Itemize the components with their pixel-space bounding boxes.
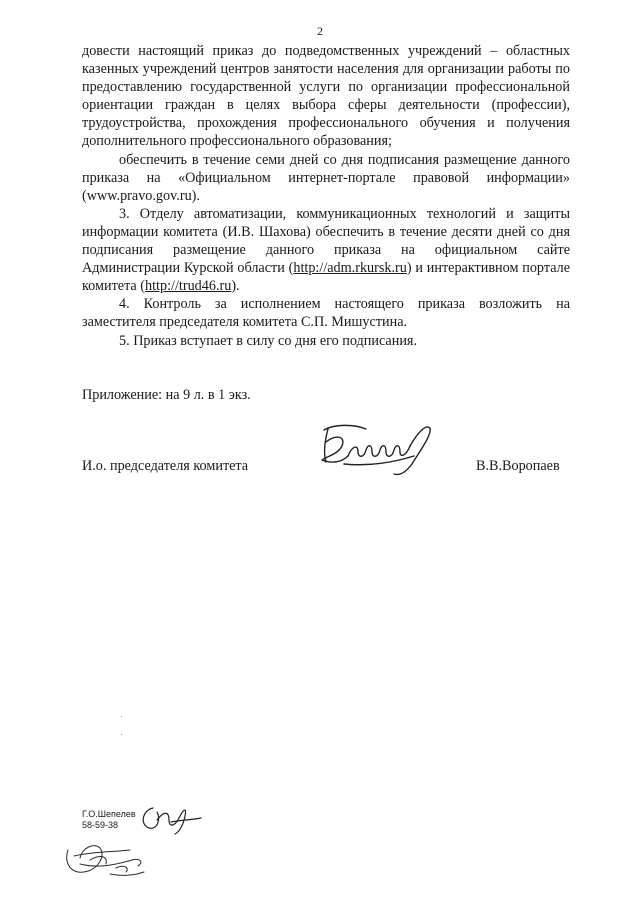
scan-speck [121, 716, 122, 717]
link-trud46[interactable]: http://trud46.ru [145, 278, 232, 295]
signer-title: И.о. председателя комитета [82, 458, 249, 474]
page-number: 2 [317, 24, 323, 38]
scan-speck [121, 734, 122, 735]
paragraph-3 [82, 205, 570, 295]
signature-image [314, 420, 436, 478]
link-adm-rkursk[interactable]: http://adm.rkursk.ru [293, 260, 407, 277]
order-body [82, 42, 570, 350]
paragraph-3-text-b: ) и интерактивном портале комитета ( [82, 260, 571, 295]
executor-phone: 58-59-38 [82, 820, 119, 830]
executor-block [82, 809, 136, 831]
paragraph-4: 4. Контроль за исполнением настоящего приказа возложить на заместителя председателя комитета С.П. Мишустина. [82, 296, 570, 331]
paragraph-3-text-c: ). [231, 278, 240, 295]
paragraph-5: 5. Приказ вступает в силу со дня его подписания. [119, 332, 417, 349]
executor-initials-signature [135, 800, 205, 836]
paragraph-3-text-a: 3. Отделу автоматизации, коммуникационных технологий и защиты информации комитета (И.В. Шахова) обеспечить в течение десяти дней со дня подписания размещение данного приказа на официальном сайте Администрации Курской области ( [82, 205, 570, 277]
paragraph-2: обеспечить в течение семи дней со дня подписания размещение данного приказа на «Официальном интернет-портале правовой информации» (www.pravo.gov.ru). [82, 151, 570, 204]
executor-name: Г.О.Шепелев [82, 809, 136, 819]
handwritten-scribble [60, 838, 160, 884]
paragraph-1: довести настоящий приказ до подведомственных учреждений – областных казенных учреждений центров занятости населения для организации работы по предоставлению государственной услуги по организации профессиональной ориентации граждан в целях выбора сферы деятельности (профессии), трудоустройства, прохождения профессионального обучения и получения дополнительного профессионального образования; [82, 43, 570, 150]
signer-name: В.В.Воропаев [476, 458, 560, 474]
attachment-note: Приложение: на 9 л. в 1 экз. [82, 387, 251, 403]
